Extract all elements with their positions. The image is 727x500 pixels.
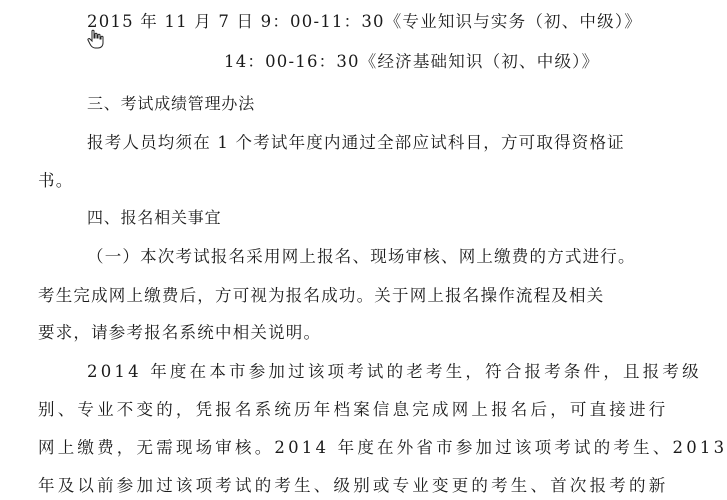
paragraph-line: 别、专业不变的，凭报名系统历年档案信息完成网上报名后，可直接进行 xyxy=(38,400,669,419)
paragraph-line: 考生完成网上缴费后，方可视为报名成功。关于网上报名操作流程及相关 xyxy=(38,286,605,305)
paragraph-line: 2014 年度在本市参加过该项考试的老考生，符合报考条件，且报考级 xyxy=(87,362,702,381)
paragraph-line: 报考人员均须在 1 个考试年度内通过全部应试科目，方可取得资格证 xyxy=(87,133,625,152)
section-heading-score-management: 三、考试成绩管理办法 xyxy=(87,94,256,113)
paragraph-line: 要求，请参考报名系统中相关说明。 xyxy=(38,323,322,342)
exam-schedule-morning: 2015 年 11 月 7 日 9：00-11：30《专业知识与实务（初、中级）》 xyxy=(87,12,642,31)
paragraph-line: （一）本次考试报名采用网上报名、现场审核、网上缴费的方式进行。 xyxy=(87,247,636,266)
hand-cursor-icon xyxy=(86,29,106,49)
paragraph-line: 书。 xyxy=(38,171,74,190)
section-heading-registration: 四、报名相关事宜 xyxy=(87,208,222,227)
exam-schedule-afternoon: 14：00-16：30《经济基础知识（初、中级）》 xyxy=(224,52,600,71)
paragraph-line: 网上缴费，无需现场审核。2014 年度在外省市参加过该项考试的考生、2013 xyxy=(38,438,727,457)
paragraph-line: 年及以前参加过该项考试的考生、级别或专业变更的考生、首次报考的新 xyxy=(38,476,669,495)
